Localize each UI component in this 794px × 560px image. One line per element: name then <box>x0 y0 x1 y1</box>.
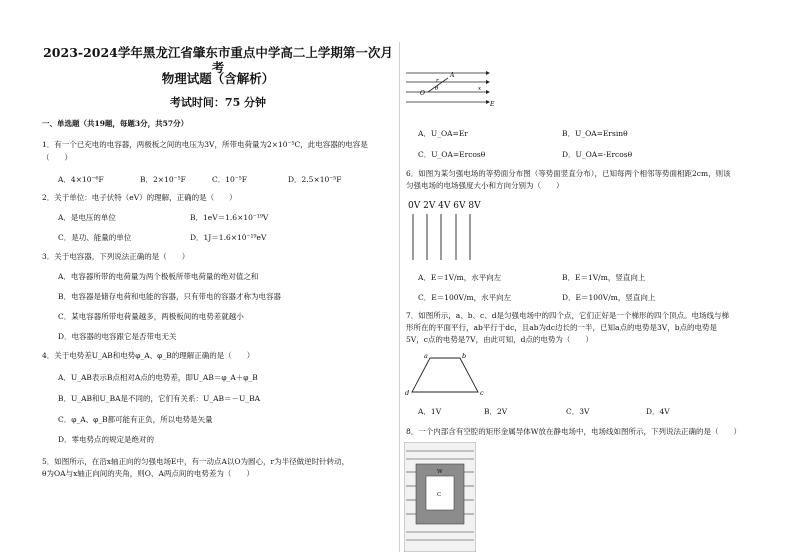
q6-option-b: B．E＝1V/m，竖直向上 <box>562 273 646 282</box>
q7-vertex-d: d <box>405 389 410 397</box>
fig5-label-e: E <box>490 101 495 108</box>
q3-option-c: C．某电容器所带电荷量越多，两极板间的电势差就越小 <box>58 312 244 321</box>
q2-option-b: B．1eV＝1.6×10⁻¹⁹V <box>190 213 269 222</box>
q6-option-c: C．E＝100V/m，水平向左 <box>418 293 512 302</box>
q5-stem-cont: θ为OA与x轴正向间的夹角，则O、A两点间的电势差为（ ） <box>42 469 254 478</box>
q7-vertex-c: c <box>480 389 484 397</box>
q6-stem: 6．如图为某匀强电场的等势面分布图（等势面竖直分布），已知每两个相邻等势面相距2cm，则该 <box>406 169 731 178</box>
q7-option-d: D．4V <box>646 407 670 416</box>
q5-option-b: B．U_OA=Ersinθ <box>562 129 628 138</box>
q4-option-c: C．φ_A、φ_B都可能有正负，所以电势是矢量 <box>58 415 213 424</box>
q5-figure <box>406 68 496 110</box>
q6-option-a: A．E＝1V/m，水平向左 <box>418 273 502 282</box>
q4-stem: 4．关于电势差U_AB和电势φ_A、φ_B的理解正确的是（ ） <box>42 351 255 360</box>
q2-option-a: A．是电压的单位 <box>58 213 116 222</box>
q7-vertex-b: b <box>462 352 467 360</box>
q3-option-a: A．电容器所带的电荷量为两个极板所带电荷量的绝对值之和 <box>58 272 259 281</box>
q1-option-d: D．2.5×10⁻⁵F <box>288 175 342 184</box>
q7-trapezoid-figure <box>404 350 494 398</box>
q6-potential-labels: 0V 2V 4V 6V 8V <box>408 201 481 211</box>
q8-label-w: W <box>437 469 443 475</box>
q2-option-d: D．1J＝1.6×10⁻¹⁹eV <box>190 233 267 242</box>
q8-conductor-figure <box>404 442 476 552</box>
fig5-label-theta: θ <box>435 86 439 92</box>
q6-stem-cont: 匀强电场的电场强度大小和方向分别为（ ） <box>406 181 564 190</box>
q8-stem: 8．一个内部含有空腔的矩形金属导体W放在静电场中，电场线如图所示，下列说法正确的是（ ） <box>406 427 741 436</box>
q8-label-c: C <box>437 492 442 498</box>
exam-time: 考试时间：75 分钟 <box>169 96 267 109</box>
q3-option-d: D．电容器的电容跟它是否带电无关 <box>58 332 177 341</box>
q7-vertex-a: a <box>424 352 428 360</box>
q1-option-b: B．2×10⁻⁵F <box>140 175 186 184</box>
q3-option-b: B．电容器是储存电荷和电能的容器，只有带电的容器才称为电容器 <box>58 292 282 301</box>
q7-stem-cont2: 5V，c点的电势是7V，由此可知，d点的电势为（ ） <box>406 335 593 344</box>
fig5-label-x: x <box>478 86 482 92</box>
q2-stem: 2．关于单位：电子伏特（eV）的理解，正确的是（ ） <box>42 193 237 202</box>
q7-stem-cont1: 形所在的平面平行，ab平行于dc，且ab为dc边长的一半，已知a点的电势是3V，b点的电势是 <box>406 323 718 332</box>
q1-option-c: C．10⁻⁵F <box>212 175 247 184</box>
q4-option-b: B．U_AB和U_BA是不同的，它们有关系：U_AB＝－U_BA <box>58 394 261 403</box>
q1-option-a: A．4×10⁻⁶F <box>58 175 104 184</box>
page-subtitle: 物理试题（含解析） <box>161 71 275 86</box>
q1-stem: 1．有一个已充电的电容器，两极板之间的电压为3V，所带电荷量为2×10⁻⁵C，此电容器的电容是 <box>42 140 368 149</box>
q7-option-a: A．1V <box>418 407 442 416</box>
q4-option-a: A．U_AB表示B点相对A点的电势差，即U_AB＝φ_A＋φ_B <box>58 373 258 382</box>
section-heading: 一、单选题（共19题，每题3分，共57分） <box>42 119 189 128</box>
q5-option-c: C．U_OA=Ercosθ <box>418 150 486 159</box>
q7-option-c: C．3V <box>566 407 590 416</box>
fig5-label-a: A <box>450 72 455 79</box>
fig5-label-o: O <box>420 90 425 97</box>
fig5-label-r: r <box>436 78 439 84</box>
q1-stem-cont: （ ） <box>42 153 72 162</box>
page-title: 2023-2024学年黑龙江省肇东市重点中学高二上学期第一次月考 <box>43 45 393 75</box>
q6-equipotential-figure <box>408 212 488 262</box>
q7-option-b: B．2V <box>484 407 508 416</box>
q3-stem: 3．关于电容器，下列说法正确的是（ ） <box>42 252 190 261</box>
q6-option-d: D．E＝100V/m，竖直向上 <box>562 293 656 302</box>
q5-stem: 5．如图所示，在沿x轴正向的匀强电场E中，有一动点A以O为圆心，r为半径做逆时针转动， <box>42 457 350 466</box>
q2-option-c: C．是功、能量的单位 <box>58 233 132 242</box>
q7-stem: 7．如图所示，a、b、c、d是匀强电场中的四个点，它们正好是一个梯形的四个顶点。电场线与梯 <box>406 311 730 320</box>
column-divider <box>399 42 400 552</box>
q5-option-a: A．U_OA=Er <box>418 129 468 138</box>
q4-option-d: D．零电势点的规定是绝对的 <box>58 435 155 444</box>
q5-option-d: D．U_OA=-Ercosθ <box>562 150 633 159</box>
